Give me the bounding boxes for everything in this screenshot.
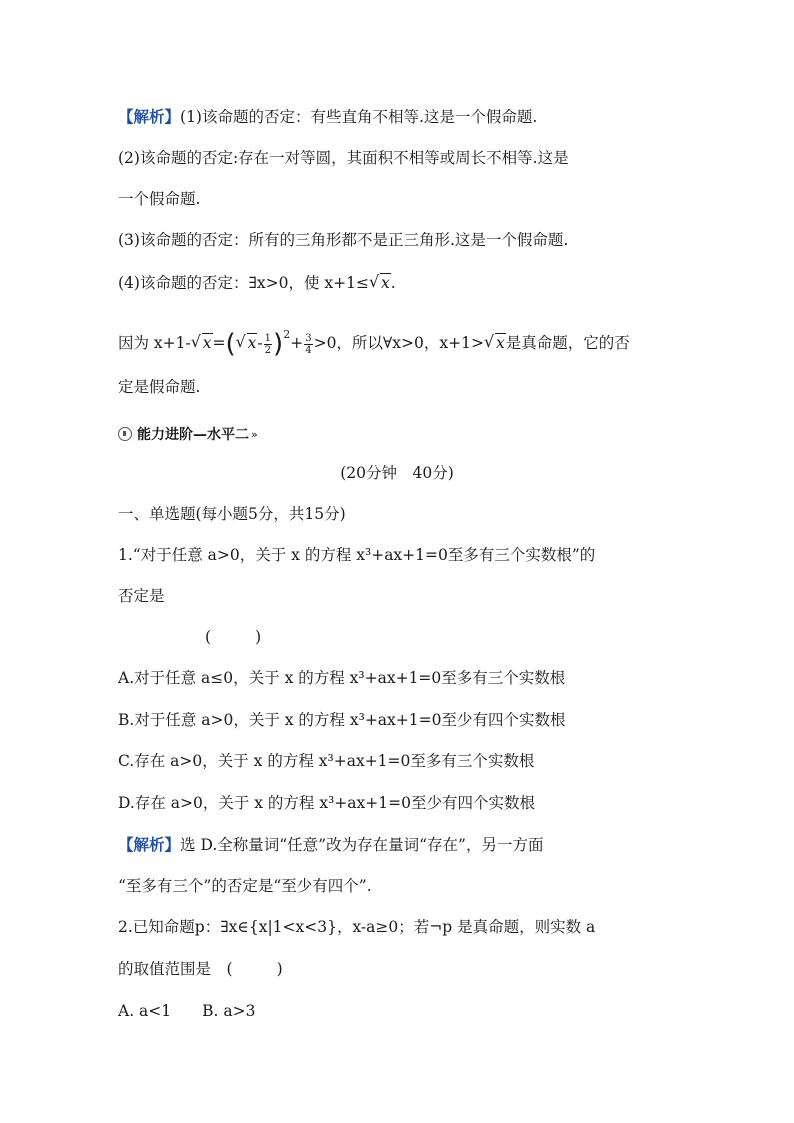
double-chevron-icon: »	[251, 427, 258, 441]
q1-analysis-line-2: “至多有三个”的否定是“至少有四个”.	[118, 877, 372, 895]
section-title: 能力进阶—水平二	[137, 427, 249, 443]
q1-option-c: C.存在 a>0，关于 x 的方程 x³+ax+1=0至多有三个实数根	[118, 752, 535, 770]
analysis-2-line-1: (2)该命题的否定:存在一对等圆，其面积不相等或周长不相等.这是	[118, 149, 569, 167]
part-heading: 一、单选题(每小题5分，共15分)	[118, 505, 346, 523]
q1-stem-line-1: 1.“对于任意 a>0，关于 x 的方程 x³+ax+1=0至多有三个实数根”的	[118, 546, 596, 564]
q2-stem-line-2: 的取值范围是 ( )	[118, 960, 283, 978]
right-paren: )	[273, 329, 284, 359]
analysis-tag: 【解析】	[118, 835, 181, 854]
q1-answer-bracket: ( )	[205, 628, 262, 646]
sqrt-expression: √ x	[368, 272, 390, 292]
q1-option-a: A.对于任意 a≤0，关于 x 的方程 x³+ax+1=0至多有三个实数根	[118, 669, 566, 687]
q2-stem-line-1: 2.已知命题p：∃x∈{x|1<x<3}，x-a≥0；若¬p 是真命题，则实数 a	[118, 918, 596, 936]
analysis-4-prefix: (4)该命题的否定：∃x>0，使 x+1≤	[118, 274, 369, 292]
sqrt-expression: √ x	[190, 332, 212, 352]
left-paren: (	[225, 329, 236, 359]
sqrt-arg: x	[380, 274, 390, 292]
analysis-tag: 【解析】	[118, 107, 181, 126]
sqrt-expression: √ x	[483, 332, 505, 352]
analysis-5-prefix: 因为 x+1-	[118, 334, 191, 352]
section-heading	[118, 424, 258, 444]
sqrt-expression: √ x	[235, 332, 257, 352]
q1-stem-line-2: 否定是	[118, 587, 165, 605]
analysis-1-text: (1)该命题的否定：有些直角不相等.这是一个假命题.	[180, 108, 538, 126]
analysis-4-line	[118, 272, 678, 294]
fraction-three-quarters: $\frac{3}{4}$	[305, 332, 312, 356]
time-limit: (20分钟 40分)	[340, 464, 454, 482]
analysis-3-line: (3)该命题的否定：所有的三角形都不是正三角形.这是一个假命题.	[118, 231, 569, 249]
q1-analysis-line-1: 【解析】选 D.全称量词“任意”改为存在量词“存在”，另一方面	[118, 835, 544, 854]
analysis-1-line-1	[118, 106, 678, 128]
lightbulb-icon	[118, 427, 132, 441]
q1-option-d: D.存在 a>0，关于 x 的方程 x³+ax+1=0至少有四个实数根	[118, 794, 535, 812]
analysis-2-line-2: 一个假命题.	[118, 190, 201, 208]
exponent: 2	[283, 328, 291, 341]
q2-options: A. a<1 B. a>3	[118, 1002, 256, 1020]
analysis-4-suffix: .	[390, 274, 396, 292]
analysis-6-line: 定是假命题.	[118, 378, 201, 396]
analysis-5-mid: >0，所以∀x>0，x+1>	[313, 334, 484, 352]
q1-option-b: B.对于任意 a>0，关于 x 的方程 x³+ax+1=0至少有四个实数根	[118, 711, 566, 729]
fraction-one-half: $\frac{1}{2}$	[264, 332, 272, 356]
analysis-5-suffix: 是真命题，它的否	[505, 334, 630, 352]
analysis-5-line: 因为 x+1- √ x=( √ x- $\frac{1}{2}$ )$^2$+ $\frac{3}{4}$ >0，所以∀x>0，x+1> √ x是真命题，它的否	[118, 328, 630, 359]
